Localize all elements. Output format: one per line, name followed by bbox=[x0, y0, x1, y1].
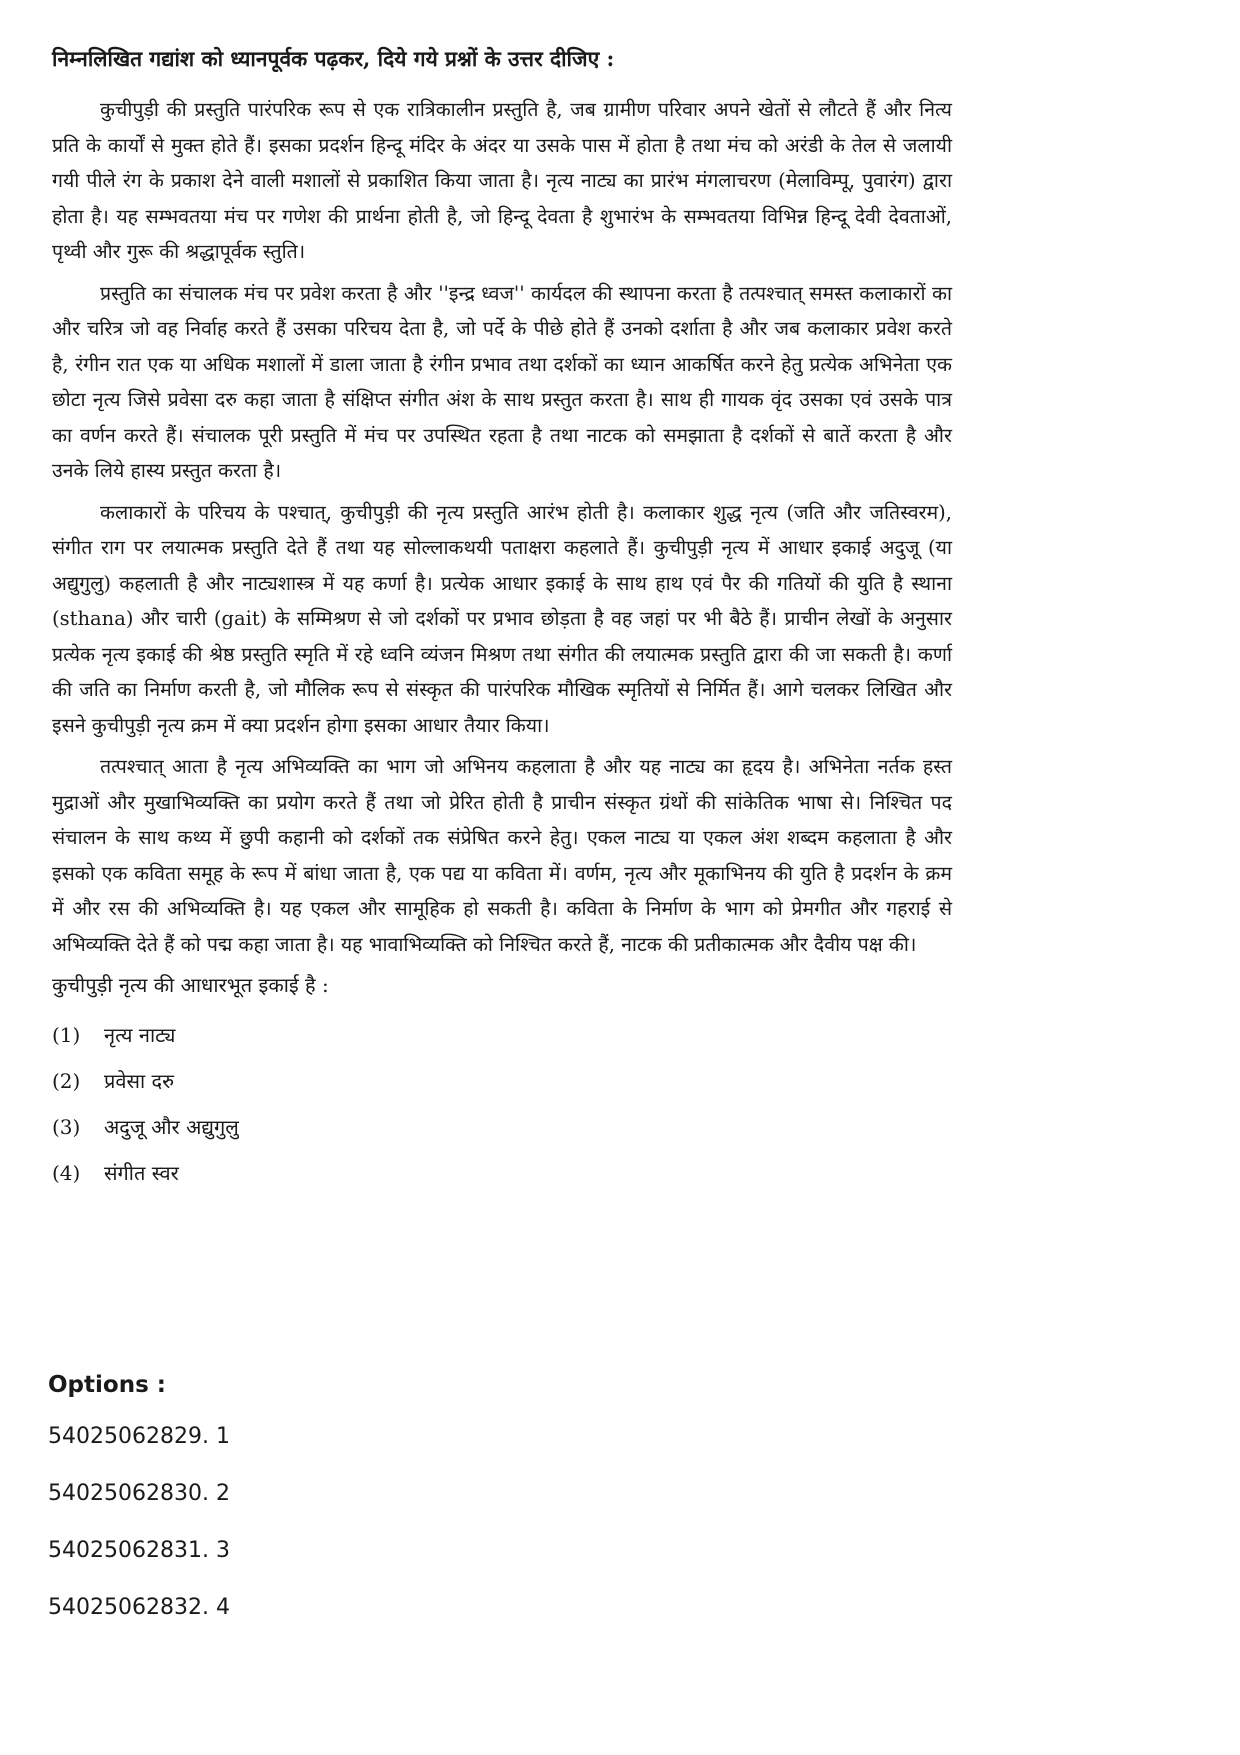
passage-paragraph-3: कलाकारों के परिचय के पश्चात्, कुचीपुड़ी की नृत्य प्रस्तुति आरंभ होती है। कलाकार शुद्ध नृत्य (जति और जतिस्वरम), संगीत राग पर लयात्मक प्रस्तुति देते हैं तथा यह सोल्लाकथयी पताक्षरा कहलाते हैं। कुचीपुड़ी नृत्य में आधार इकाई अदुजू (या अद्युगुलु) कहलाती है और नाट्यशास्त्र में यह कर्णा है। प्रत्येक आधार इकाई के साथ हाथ एवं पैर की गतियों की युति है स्थाना (sthana) और चारी (gait) के सम्मिश्रण से जो दर्शकों पर प्रभाव छोड़ता है वह जहां पर भी बैठे हैं। प्राचीन लेखों के अनुसार प्रत्येक नृत्य इकाई की श्रेष्ठ प्रस्तुति स्मृति में रहे ध्वनि व्यंजन मिश्रण तथा संगीत की लयात्मक प्रस्तुति द्वारा की जा सकती है। कर्णा की जति का निर्माण करती है, जो मौलिक रूप से संस्कृत की पारंपरिक मौखिक स्मृतियों से निर्मित हैं। आगे चलकर लिखित और इसने कुचीपुड़ी नृत्य क्रम में क्या प्रदर्शन होगा इसका आधार तैयार किया। bbox=[52, 500, 952, 737]
choice-item bbox=[52, 1058, 952, 1104]
choice-item bbox=[52, 1012, 952, 1058]
choice-number: (1) bbox=[52, 1023, 81, 1047]
choice-text: प्रवेसा दरु bbox=[104, 1069, 175, 1093]
choice-item bbox=[52, 1104, 952, 1150]
choice-text: नृत्य नाट्य bbox=[104, 1023, 176, 1047]
choice-number: (4) bbox=[52, 1161, 81, 1185]
option-1[interactable]: 54025062829. 1 bbox=[48, 1424, 230, 1449]
passage-paragraph-2: प्रस्तुति का संचालक मंच पर प्रवेश करता है और ''इन्द्र ध्वज'' कार्यदल की स्थापना करता है तत्पश्चात् समस्त कलाकारों का और चरित्र जो वह निर्वाह करते हैं उसका परिचय देता है, जो पर्दे के पीछे होते हैं उनको दर्शाता है और जब कलाकार प्रवेश करते है, रंगीन रात एक या अधिक मशालों में डाला जाता है रंगीन प्रभाव तथा दर्शकों का ध्यान आकर्षित करने हेतु प्रत्येक अभिनेता एक छोटा नृत्य जिसे प्रवेसा दरु कहा जाता है संक्षिप्त संगीत अंश के साथ प्रस्तुत करता है। साथ ही गायक वृंद उसका एवं उसके पात्र का वर्णन करते हैं। संचालक पूरी प्रस्तुति में मंच पर उपस्थित रहता है तथा नाटक को समझाता है दर्शकों से बातें करता है और उनके लिये हास्य प्रस्तुत करता है। bbox=[52, 281, 952, 482]
choice-text: संगीत स्वर bbox=[104, 1161, 179, 1185]
choice-number: (2) bbox=[52, 1069, 81, 1093]
passage-paragraph-1: कुचीपुड़ी की प्रस्तुति पारंपरिक रूप से एक रात्रिकालीन प्रस्तुति है, जब ग्रामीण परिवार अपने खेतों से लौटते हैं और नित्य प्रति के कार्यों से मुक्त होते हैं। इसका प्रदर्शन हिन्दू मंदिर के अंदर या उसके पास में होता है तथा मंच को अरंडी के तेल से जलायी गयी पीले रंग के प्रकाश देने वाली मशालों से प्रकाशित किया जाता है। नृत्य नाट्य का प्रारंभ मंगलाचरण (मेलाविम्पू, पुवारंग) द्वारा होता है। यह सम्भवतया मंच पर गणेश की प्रार्थना होती है, जो हिन्दू देवता है शुभारंभ के सम्भवतया विभिन्न हिन्दू देवी देवताओं, पृथ्वी और गुरू की श्रद्धापूर्वक स्तुति। bbox=[52, 98, 952, 263]
choice-number: (3) bbox=[52, 1115, 81, 1139]
choice-text: अदुजू और अद्युगुलु bbox=[104, 1115, 239, 1139]
question-text: कुचीपुड़ी नृत्य की आधारभूत इकाई है : bbox=[52, 973, 329, 997]
option-4[interactable]: 54025062832. 4 bbox=[48, 1595, 230, 1620]
instruction-text: निम्नलिखित गद्यांश को ध्यानपूर्वक पढ़कर, दिये गये प्रश्नों के उत्तर दीजिए : bbox=[52, 46, 615, 71]
passage-paragraph-4: तत्पश्चात् आता है नृत्य अभिव्यक्ति का भाग जो अभिनय कहलाता है और यह नाट्य का हृदय है। अभिनेता नर्तक हस्त मुद्राओं और मुखाभिव्यक्ति का प्रयोग करते हैं तथा जो प्रेरित होती है प्राचीन संस्कृत ग्रंथों की सांकेतिक भाषा से। निश्चित पद संचालन के साथ कथ्य में छुपी कहानी को दर्शकों तक संप्रेषित करने हेतु। एकल नाट्य या एकल अंश शब्दम कहलाता है और इसको एक कविता समूह के रूप में बांधा जाता है, एक पद्य या कविता में। वर्णम, नृत्य और मूकाभिनय की युति है प्रदर्शन के क्रम में और रस की अभिव्यक्ति है। यह एकल और सामूहिक हो सकती है। कविता के निर्माण के भाग को प्रेमगीत और गहराई से अभिव्यक्ति देते हैं को पद्म कहा जाता है। यह भावाभिव्यक्ति को निश्चित करते हैं, नाटक की प्रतीकात्मक और दैवीय पक्ष की। bbox=[52, 755, 952, 956]
option-3[interactable]: 54025062831. 3 bbox=[48, 1538, 230, 1563]
choice-item bbox=[52, 1150, 952, 1196]
options-heading: Options : bbox=[48, 1372, 166, 1398]
question-scan bbox=[52, 42, 952, 1196]
options-block bbox=[48, 1370, 230, 1650]
option-2[interactable]: 54025062830. 2 bbox=[48, 1481, 230, 1506]
